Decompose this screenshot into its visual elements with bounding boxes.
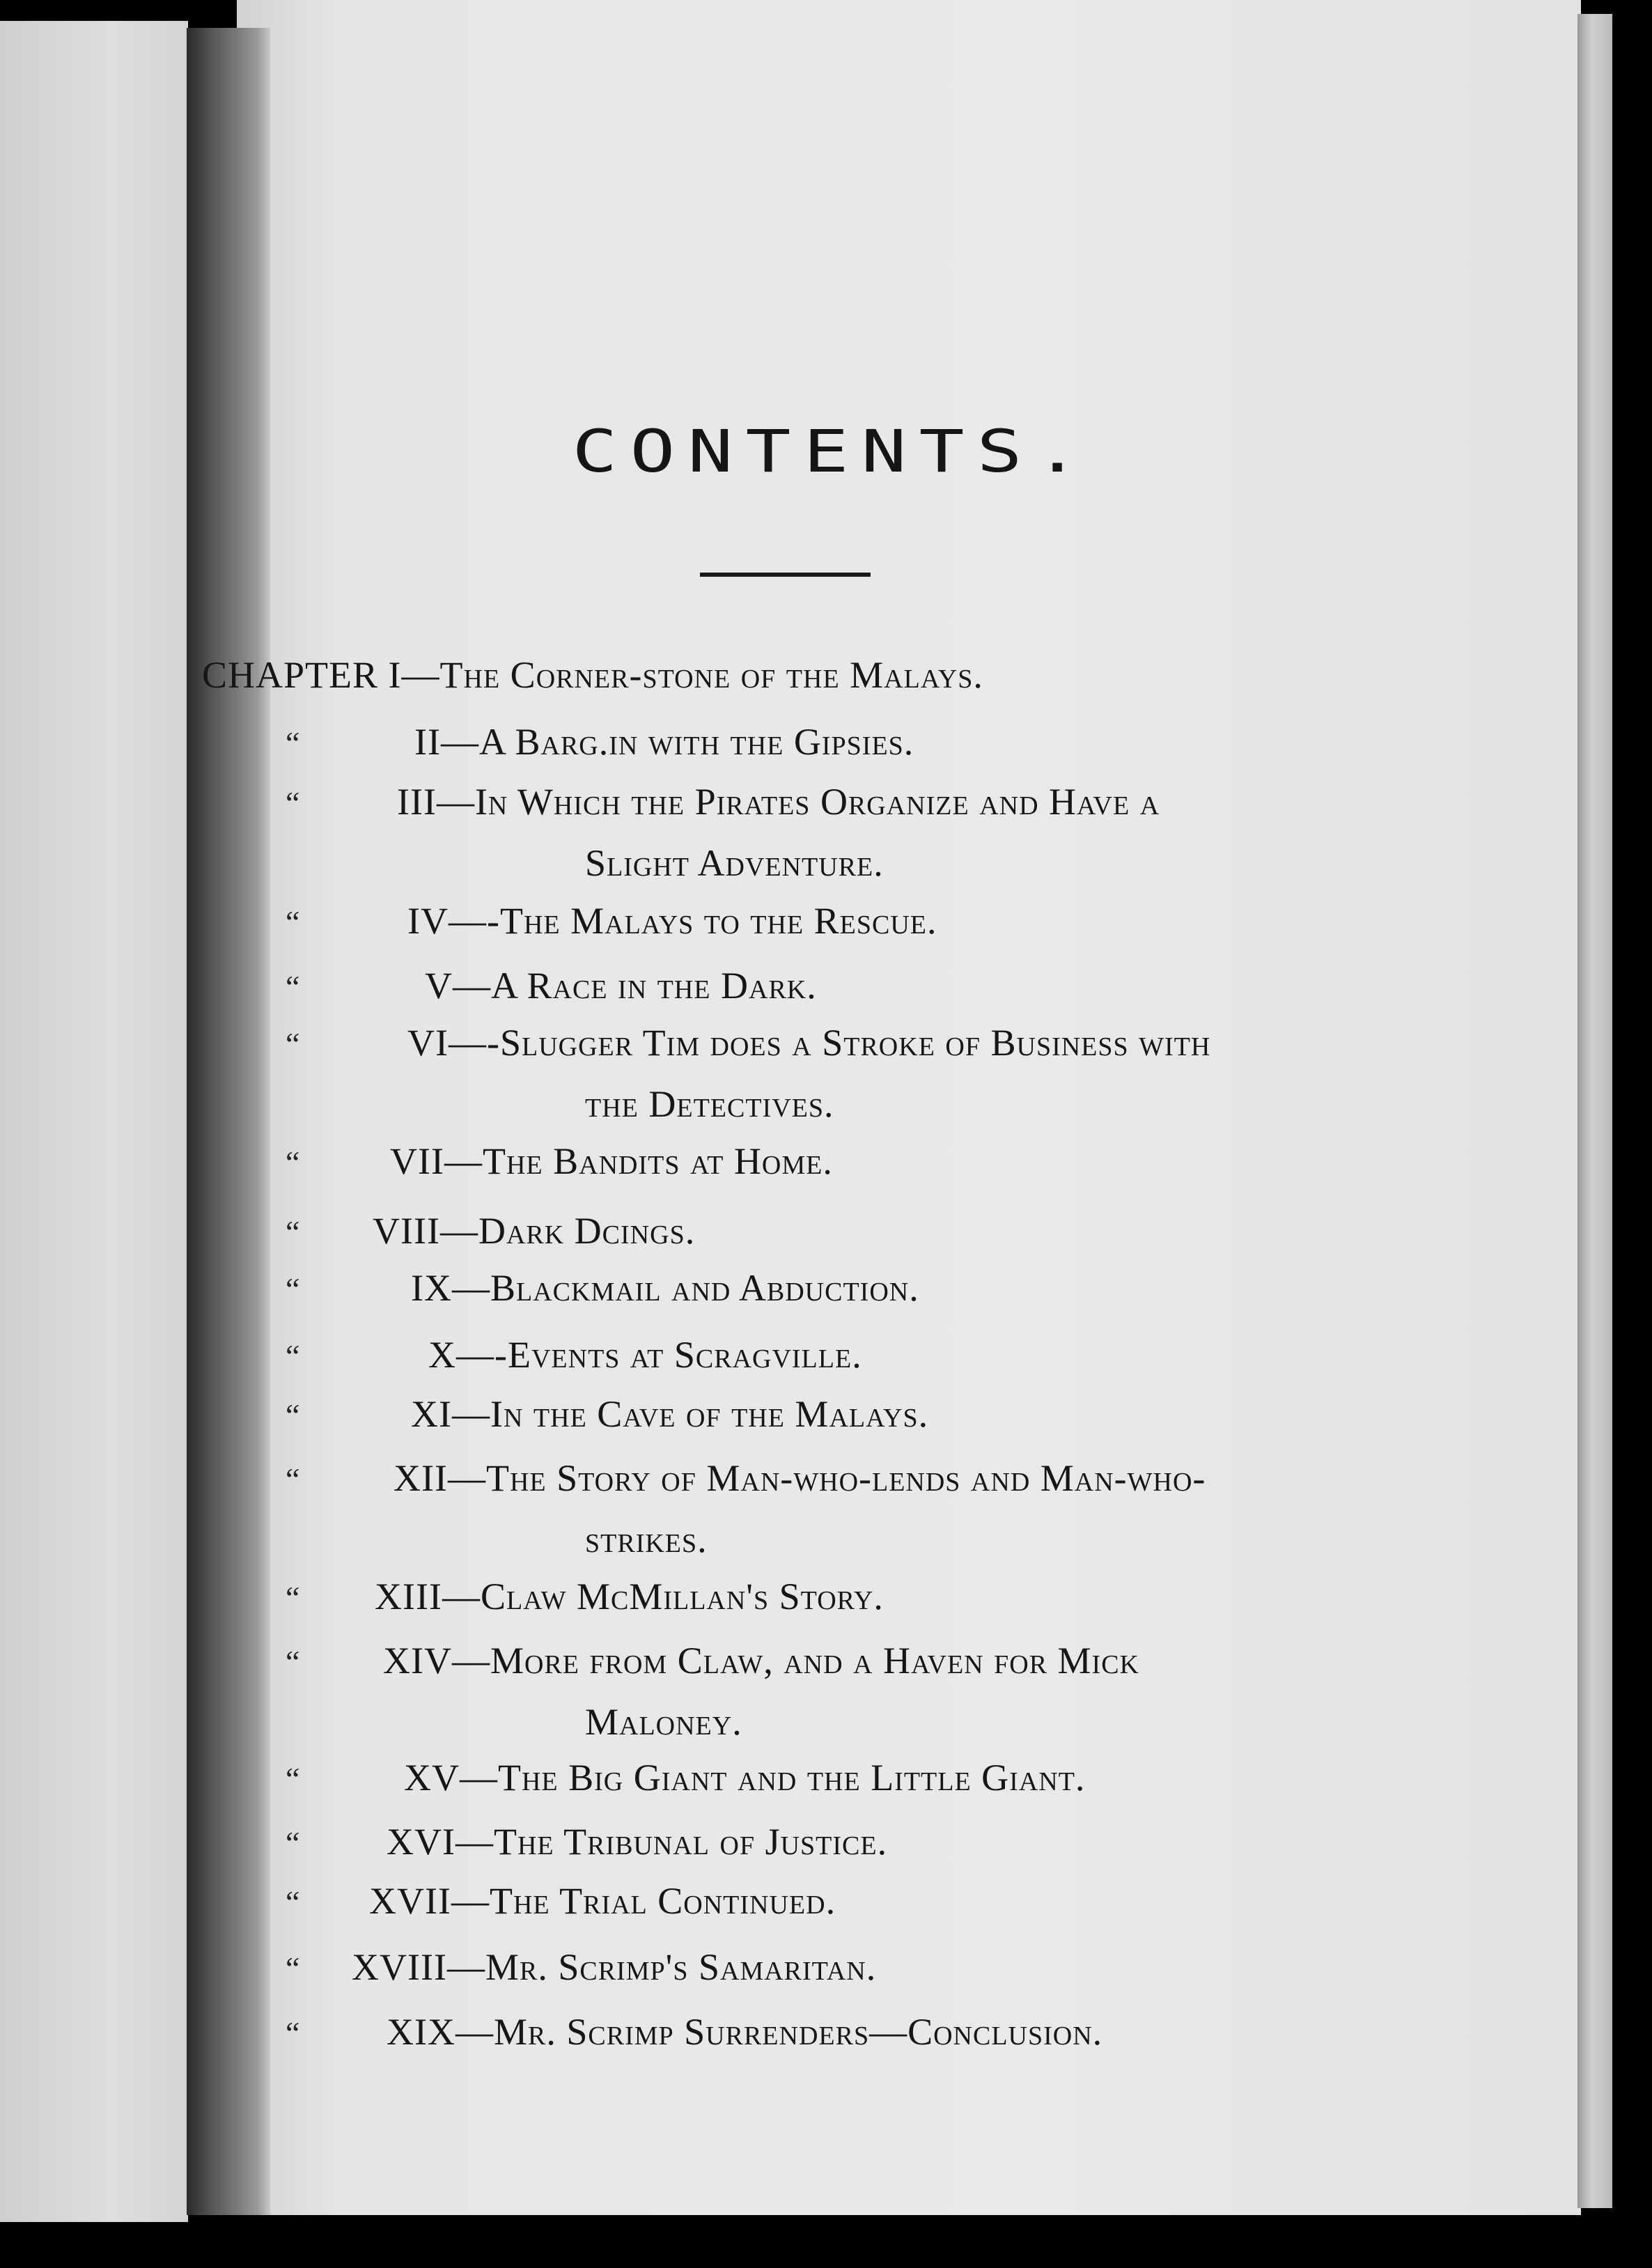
entry-dash: — xyxy=(442,1576,481,1617)
toc-entry xyxy=(404,1757,1086,1799)
toc-entry xyxy=(407,902,937,940)
entry-dash: — xyxy=(455,2011,494,2053)
entry-dash: — xyxy=(448,900,487,942)
ditto-mark: “ xyxy=(286,1271,300,1307)
toc-entry xyxy=(397,783,1160,821)
chapter-numeral: XII xyxy=(393,1457,448,1499)
toc-entry xyxy=(411,1269,919,1307)
toc-entry xyxy=(387,2013,1102,2051)
entry-dash: — xyxy=(436,781,475,823)
ditto-mark: “ xyxy=(286,1338,300,1374)
chapter-numeral: II xyxy=(414,721,441,763)
chapter-numeral: I xyxy=(388,654,402,696)
chapter-numeral: V xyxy=(425,965,453,1007)
entry-dash: — xyxy=(440,721,479,763)
chapter-numeral: XIII xyxy=(375,1576,442,1617)
toc-entry xyxy=(383,1642,1139,1679)
chapter-title: Mr. Scrimp Surrenders—Conclusion. xyxy=(493,2011,1103,2053)
toc-entry xyxy=(425,965,817,1007)
toc-entry xyxy=(202,656,983,694)
chapter-numeral: XVII xyxy=(369,1880,451,1922)
toc-entry xyxy=(390,1142,833,1180)
chapter-title: The Big Giant and the Little Giant. xyxy=(498,1757,1086,1799)
toc-entry xyxy=(373,1212,695,1250)
entry-dash: — xyxy=(453,965,491,1007)
entry-dash: — xyxy=(455,1821,494,1863)
ditto-mark: “ xyxy=(286,1950,300,1986)
entry-dash: — xyxy=(451,1640,490,1681)
entry-dash: — xyxy=(456,1334,494,1376)
entry-dash: — xyxy=(451,1393,490,1435)
ditto-mark: “ xyxy=(286,1461,300,1497)
chapter-title: The Story of Man-who-lends and Man-who- xyxy=(485,1457,1206,1499)
chapter-title: The Trial Continued. xyxy=(489,1880,836,1922)
ditto-mark: “ xyxy=(286,1825,300,1861)
chapter-title: -Events at Scragville. xyxy=(494,1334,862,1376)
entry-dash: — xyxy=(444,1140,483,1182)
toc-entry xyxy=(407,1024,1210,1062)
chapter-numeral: XI xyxy=(411,1393,452,1435)
chapter-label: CHAPTER xyxy=(202,654,389,696)
entry-dash: — xyxy=(447,1457,486,1499)
chapter-numeral: XIV xyxy=(383,1640,452,1681)
entry-dash: — xyxy=(451,1267,490,1309)
chapter-title: -Slugger Tim does a Stroke of Business with xyxy=(486,1022,1211,1064)
chapter-numeral: VIII xyxy=(373,1210,440,1252)
toc-entry-continuation: Slight Adventure. xyxy=(585,842,884,884)
chapter-numeral: X xyxy=(428,1334,456,1376)
toc-entry xyxy=(375,1578,884,1615)
toc-entry-continuation: strikes. xyxy=(585,1519,708,1560)
chapter-title: In the Cave of the Malays. xyxy=(490,1393,929,1435)
ditto-mark: “ xyxy=(286,1580,300,1615)
entry-dash: — xyxy=(448,1022,487,1064)
entry-dash: — xyxy=(451,1880,490,1922)
ditto-mark: “ xyxy=(286,969,300,1004)
chapter-title: A Barg.in with the Gipsies. xyxy=(478,721,914,763)
chapter-title: Dark Dcings. xyxy=(478,1210,696,1252)
toc-entry xyxy=(352,1948,876,1986)
ditto-mark: “ xyxy=(286,725,300,761)
chapter-title: A Race in the Dark. xyxy=(491,965,817,1007)
chapter-title: More from Claw, and a Haven for Mick xyxy=(490,1640,1139,1681)
chapter-title: Mr. Scrimp's Samaritan. xyxy=(485,1946,877,1988)
chapter-numeral: XIX xyxy=(387,2011,455,2053)
toc-entry xyxy=(393,1459,1206,1497)
chapter-title: Claw McMillan's Story. xyxy=(480,1576,884,1617)
ditto-mark: “ xyxy=(286,1761,300,1796)
entry-dash: — xyxy=(439,1210,478,1252)
toc-entry xyxy=(369,1882,836,1920)
ditto-mark: “ xyxy=(286,904,300,940)
ditto-mark: “ xyxy=(286,1644,300,1679)
chapter-numeral: VII xyxy=(390,1140,444,1182)
chapter-numeral: IX xyxy=(411,1267,452,1309)
ditto-mark: “ xyxy=(286,1214,300,1250)
ditto-mark: “ xyxy=(286,1397,300,1433)
ditto-mark: “ xyxy=(286,2015,300,2051)
chapter-numeral: XVIII xyxy=(352,1946,447,1988)
toc-entry xyxy=(428,1336,862,1374)
chapter-numeral: XVI xyxy=(387,1821,455,1863)
chapter-numeral: VI xyxy=(407,1022,449,1064)
contents-title: CONTENTS. xyxy=(572,418,1093,486)
toc-entry-continuation: the Detectives. xyxy=(585,1083,834,1125)
chapter-numeral: XV xyxy=(404,1757,460,1799)
chapter-numeral: IV xyxy=(407,900,449,942)
entry-dash: — xyxy=(446,1946,485,1988)
chapter-numeral: III xyxy=(397,781,437,823)
chapter-title: -The Malays to the Rescue. xyxy=(486,900,937,942)
ditto-mark: “ xyxy=(286,1884,300,1920)
chapter-title: Blackmail and Abduction. xyxy=(490,1267,919,1309)
chapter-title: The Corner-stone of the Malays. xyxy=(439,654,983,696)
ditto-mark: “ xyxy=(286,1144,300,1180)
ditto-mark: “ xyxy=(286,1026,300,1062)
chapter-title: The Tribunal of Justice. xyxy=(493,1821,888,1863)
chapter-title: The Bandits at Home. xyxy=(482,1140,833,1182)
toc-entry xyxy=(411,1395,928,1433)
ditto-mark: “ xyxy=(286,785,300,821)
entry-dash: — xyxy=(401,654,440,696)
toc-entry xyxy=(414,723,914,761)
chapter-title: In Which the Pirates Organize and Have a xyxy=(474,781,1160,823)
toc-entry xyxy=(387,1823,887,1861)
entry-dash: — xyxy=(460,1757,498,1799)
toc-entry-continuation: Maloney. xyxy=(585,1701,742,1743)
